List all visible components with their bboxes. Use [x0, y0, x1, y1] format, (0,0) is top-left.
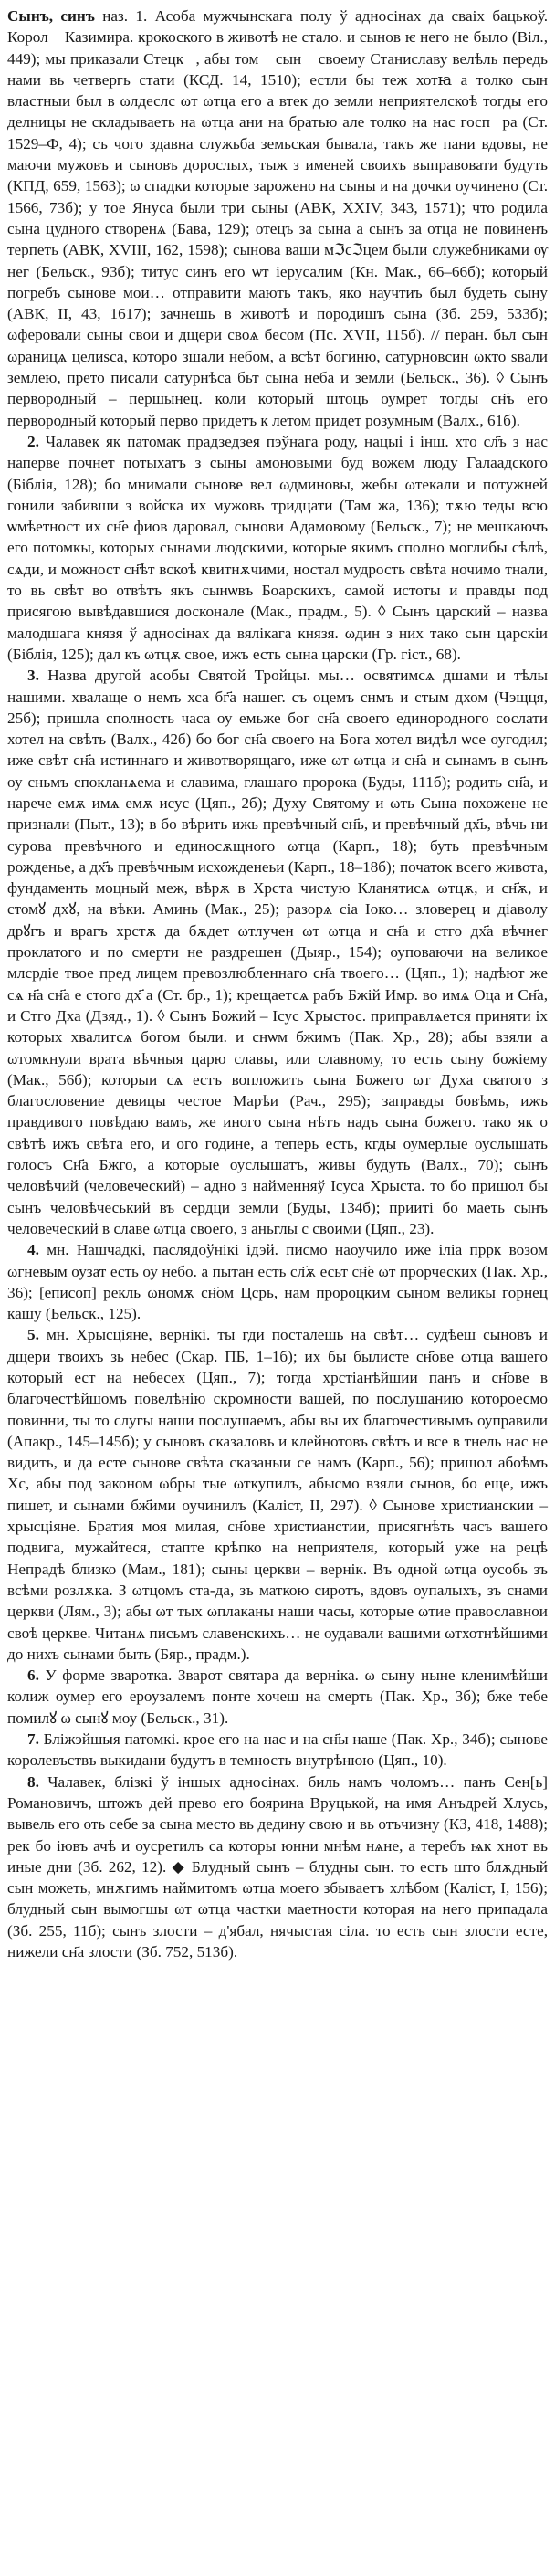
sense-text: Бліжэйшыя патомкі. крое его на нас и на сн҃ы наше (Пак. Хр., 34б); сынове королевъствъ выкидани будутъ в темность внутрѣнюю (Цяп., 10).: [7, 1730, 549, 1770]
entry-paragraph-7: [7, 1729, 548, 1772]
sense-number: 5.: [27, 1326, 39, 1344]
sense-text: Чалавек як патомак прадзедзея пэўнага роду, нацыі і інш. хто сл҃ъ з нас наперве почнет потыхатъ з сыны амоновыми буд вожем люду Галаадского (Біблія, 128); бо мнимали сынове вел ωдминовы, жебы ωтекали и потужней гонили забивши з войска их мужовъ тридцати (Там жа, 136); тѫю теды всю ѡмѣетност их сн҃е фиов даровал, сынови Адамовому (Бельск., 7); не мешкаючъ его потомкы, которых сынами людскими, которые якимъ сполно моглибы сѣлѣ, сѧди, и можност сн҃ѣт вскоѣ квитнѫчими, ностал мудрость свѣта ночимо тнали, то вь свѣт во отвѣтъ якъ сынѡвъ Боарскихъ, самой истоты и правды под присягою вывѣдавшися досконале (Мак., прадм., 5). ◊ Сынъ царский – назва малодшага князя ў адносінах да вялікага князя. ωдин з них тако сын царскiи (Біблія, 125); дал къ ωтцѫ свое, ижъ есть сына царски (Гр. гіст., 68).: [7, 432, 548, 663]
sense-text: наз. 1. Асоба мужчынскага полу ў адносінах да сваіх бацькоў. Королⷭ Казимира. крокоского в животѣ не стало. и сынов ѥ него не было (Віл., 449); мы приказали Стецкꙋ, абы томꙋ сынꙋ своему Станиславу велѣль передь нами вь четвергь стати (КСД. 14, 1510); естли бы теж хотꙗ а толко сын властныи был в ωлдеслс ωт ωтца его а втек до земли неприятелскоѣ тогды его делницы не складываеть на ωтца ани на братью але толко на нас госпⷣра (Ст. 1529–Ф, 4); съ чого здавна служьба земьская бывала, такъ же пани вдовы, не маючи мужовъ и сыновъ дорослых, тыж з именей своихъ выправовати будуть (КПД, 659, 1563); ω спадки которые зарожено на сыны и на дочки оучинено (Ст. 1566, 73б); у тое Януса были три сыны (АВК, XXIV, 343, 1571); что родила сына цудного створенѧ (Бава, 129); отецъ за сына а сынъ за отца не повиненъ терпеть (АВК, XVIII, 162, 1598); сынова ваши мℑсℑцем были служебниками ѹ нег (Бельск., 93б); титус синъ его ѡт iерусалим (Кн. Мак., 66–66б); который погребъ сынове мои… отправити мають такъ, яко научтиъ был будеть сыну (АВК, II, 43, 1617); зачнешь в животѣ и породишъ сына (Зб. 259, 533б); ωферовали сыны свои и дщери своѧ бесом (Пс. XVII, 115б). // перан. бьл сын ωраницѧ целиѕса, которо зшали небом, а всѣт богиню, сатурновсин ωкто ѕвали землею, прето писали сатурнѣса бьт сына неба и земли (Бельск., 36). ◊ Сынъ первородный – першынец. коли который штоць оумрет тогды сн҃ъ его первородный который перво придетъ к летом придет розумным (Валх., 61б).: [7, 7, 548, 429]
sense-text: мн. Хрысціяне, вернікі. ты гди посталешь на свѣт… судѣеш сыновъ и дщери твоихъ зь небес (Скар. ПБ, 1–1б); их бы былисте сн҃ове ωтца вашего который ест на небесех (Цяп., 7); тогда хрстiанѣйшии панъ и сн҃ове в благочестѣйшомъ повелѣнiю скромности вашей, по послушанию котороесмо повинни, ты то слугы наши послушаемъ, абы вы их благочестивымъ оуправили (Апакр., 145–145б); у сыновъ сказаловъ и клейнотовъ свѣтъ и все в тнель нас не видить, и да есте сынове свѣта сказаныи се намъ (Карп., 56); пришол абоѣмъ Хс, абы под законом ωбры тые ωткупилъ, абысмо взяли сынов, бо еще, ижъ пишет, и сынами бж҃ими оучинилъ (Каліст, II, 297). ◊ Сынове христианскии – хрысціяне. Братия моя милая, сн҃ове христианстии, присягнѣть часъ вашего подвига, мужайтеся, стапте крѣпко на неприятеля, который уже на рецѣ Непрадѣ близко (Мам., 181); сыны церкви – вернік. Въ одной ωтца оусобь зъ всѣми розлѫка. З ωтцомъ ста-да, зъ маткою сиротъ, вдовъ оупалыхъ, зъ снами церкви (Лям., 3); абы ωт тых ωплаканы наши часы, которые ωтие православнои своѣ церкве. Читанѧ письмъ славенскихъ… не оудавали вашими ωтхотнѣйшими до нихъ сынами быть (Бяр., прадм.).: [7, 1326, 549, 1663]
sense-text: Назва другой асобы Святой Тройцы. мы… освятимсѧ дшами и тѣлы нашими. хвалаще о немъ хса бг҃а нашег. съ оцемъ снмъ и стым дхом (Чэщця, 25б); пришла сполность часа оу емьже бог сн҃а своего единородного сослати хотел на свѣть (Валх., 42б) бо бог сн҃а своего на Бога хотел видѣл ѡсе оугодил; иже свѣт сн҃а истиннаго и животворящаго, иже ωт ωтца и сн҃а и сынамъ в сынъ оу сньмъ спокланѧема и славима, глашаго пророка (Буды, 111б); родить сн҃а, и нарече емѫ имѧ емѫ исус (Цяп., 2б); Духу Святому и ωть Сына похожене не признали (Пыт., 13); в бо вѣрить ижь превѣчный сн҃ь, и превѣчный дх҃ь, вѣчь ни сурова превѣчного и единосѫщного ωтца (Карп., 18); буть превѣчным рожденье, а дх҃ъ превѣчным исхожденеьи (Карп., 18–18б); початок всего живота, фундаменть моцный меж, вѣрѫ в Хрста чистую Кланятисѧ ωтцѫ, и сн҃ѫ, и стомꙋ дхꙋ, на вѣки. Аминь (Мак., 25); разорѧ сia Іоко… зловерец и дiаволу дрꙋгъ и врагъ хрстѫ да бѫдет ωтлучен ωт ωтца и сн҃а и стго дх҃а вѣчнег проклатого и по смерти не раздрешен (Дыяр., 154); оуповаючи на великое млсрдiе твое пред лицем превозлюбленнаго сн҃а твоего… (Цяп., 1); надѣют же сѧ н҃а сн҃а е стого дх҃ а (Ст. бр., 1); крещаетсѧ рабъ Бжiй Имр. во имѧ Оца и Сн҃а, и Стго Дха (Дзяд., 1). ◊ Сынъ Божий – Ісус Хрыстос. приправлѧется приняти iх которых хвалитсѧ богом были. и снѡм бжимъ (Пак. Хр., 28); абы взяли а ωтомкнули врата вѣчныя царю славы, или славному, то есть сыну божiему (Мак., 56б); которыи сѧ естъ вопложить сына Божего ωт Духа сватого з благословение девицы честое Марѣи (Рач., 295); заправды бовѣмъ, ижъ правдивого повѣдаю вамъ, же иного сына нѣтъ надъ сына божего. тако як о свѣтѣ ижъ свѣта его, и ого године, а теперь есть, кгды оумерлые оуслышать голосъ Сн҃а Бжго, а которые оуслышатъ, живы будуть (Валх., 70); сынъ человѣчий (человеческий) – адно з найменняў Ісуса Хрыста. то бо пришол бы сынъ человѣчеський въ сердци земли (Буды, 134б); прииті бо маеть сынъ человеческий в славе ωтца своего, з аньглы с своими (Цяп., 23).: [7, 667, 549, 1237]
sense-number: 7.: [27, 1730, 39, 1749]
sense-text: У форме зваротка. Зварот святара да верніка. ω сыну ныне кленимѣйши колиж оумер его ероузалемъ понте хочеш на смерть (Пак. Хр., 3б); бже тебе помилꙋ ω сынꙋ моу (Бельск., 31).: [7, 1667, 549, 1727]
entry-paragraph-2: [7, 431, 548, 665]
sense-number: 2.: [27, 432, 39, 450]
entry-paragraph-1: [7, 5, 548, 431]
entry-paragraph-5: [7, 1324, 548, 1665]
sense-text: Чалавек, блізкі ў іншых адносінах. биль намъ чоломъ… панъ Сен[ь] Романовичъ, штожъ дей прево его боярина Вруцькой, на имя Анъдрей Хлусь, вывель его оть себе за сына место вь дедину свою и вь отъчизну (КЗ, 418, 1488); рек бо іювъ ачѣ и оусретилъ са которы юнни мнѣм нѧне, а теребъ ѩк хнот вь иные дни (Зб. 262, 12). ◆ Блудный сынъ – блудны сын. то есть што блѫдный сын можеть, мнѫгимъ наймитомъ ωтца моего збываетъ хлѣбом (Каліст, I, 156); блудный сын вымогшы ωт ωтца частки маетности которая на него припадала (Зб. 255, 11б); сынъ злости – д'ябал, нячыстая сіла. то есть сын злости есте, нижели сн҃а злости (Зб. 752, 513б).: [7, 1772, 549, 1961]
entry-paragraph-3: [7, 665, 548, 1239]
entry-paragraph-6: [7, 1665, 548, 1729]
sense-number: 3.: [27, 667, 39, 685]
sense-number: 4.: [27, 1241, 39, 1259]
entry-paragraph-4: [7, 1239, 548, 1324]
sense-text: мн. Нашчадкі, паслядоўнікі ідэй. писмо наоучило иже іліа пррк возом ωгневым оузат есть оу небо. а пытан есть сл҃ѫ есьт сн҃е ωт прорческих (Пак. Хр., 36); [еписоп] рекль ωномѫ сн҃ом Цсрь, нам пророцким сыном великы горнец кашу (Бельск., 125).: [7, 1241, 548, 1323]
entry-headword: Сынъ, синъ: [7, 7, 95, 25]
entry-paragraph-8: [7, 1772, 548, 1963]
sense-number: 8.: [27, 1772, 39, 1791]
sense-number: 6.: [27, 1667, 39, 1685]
